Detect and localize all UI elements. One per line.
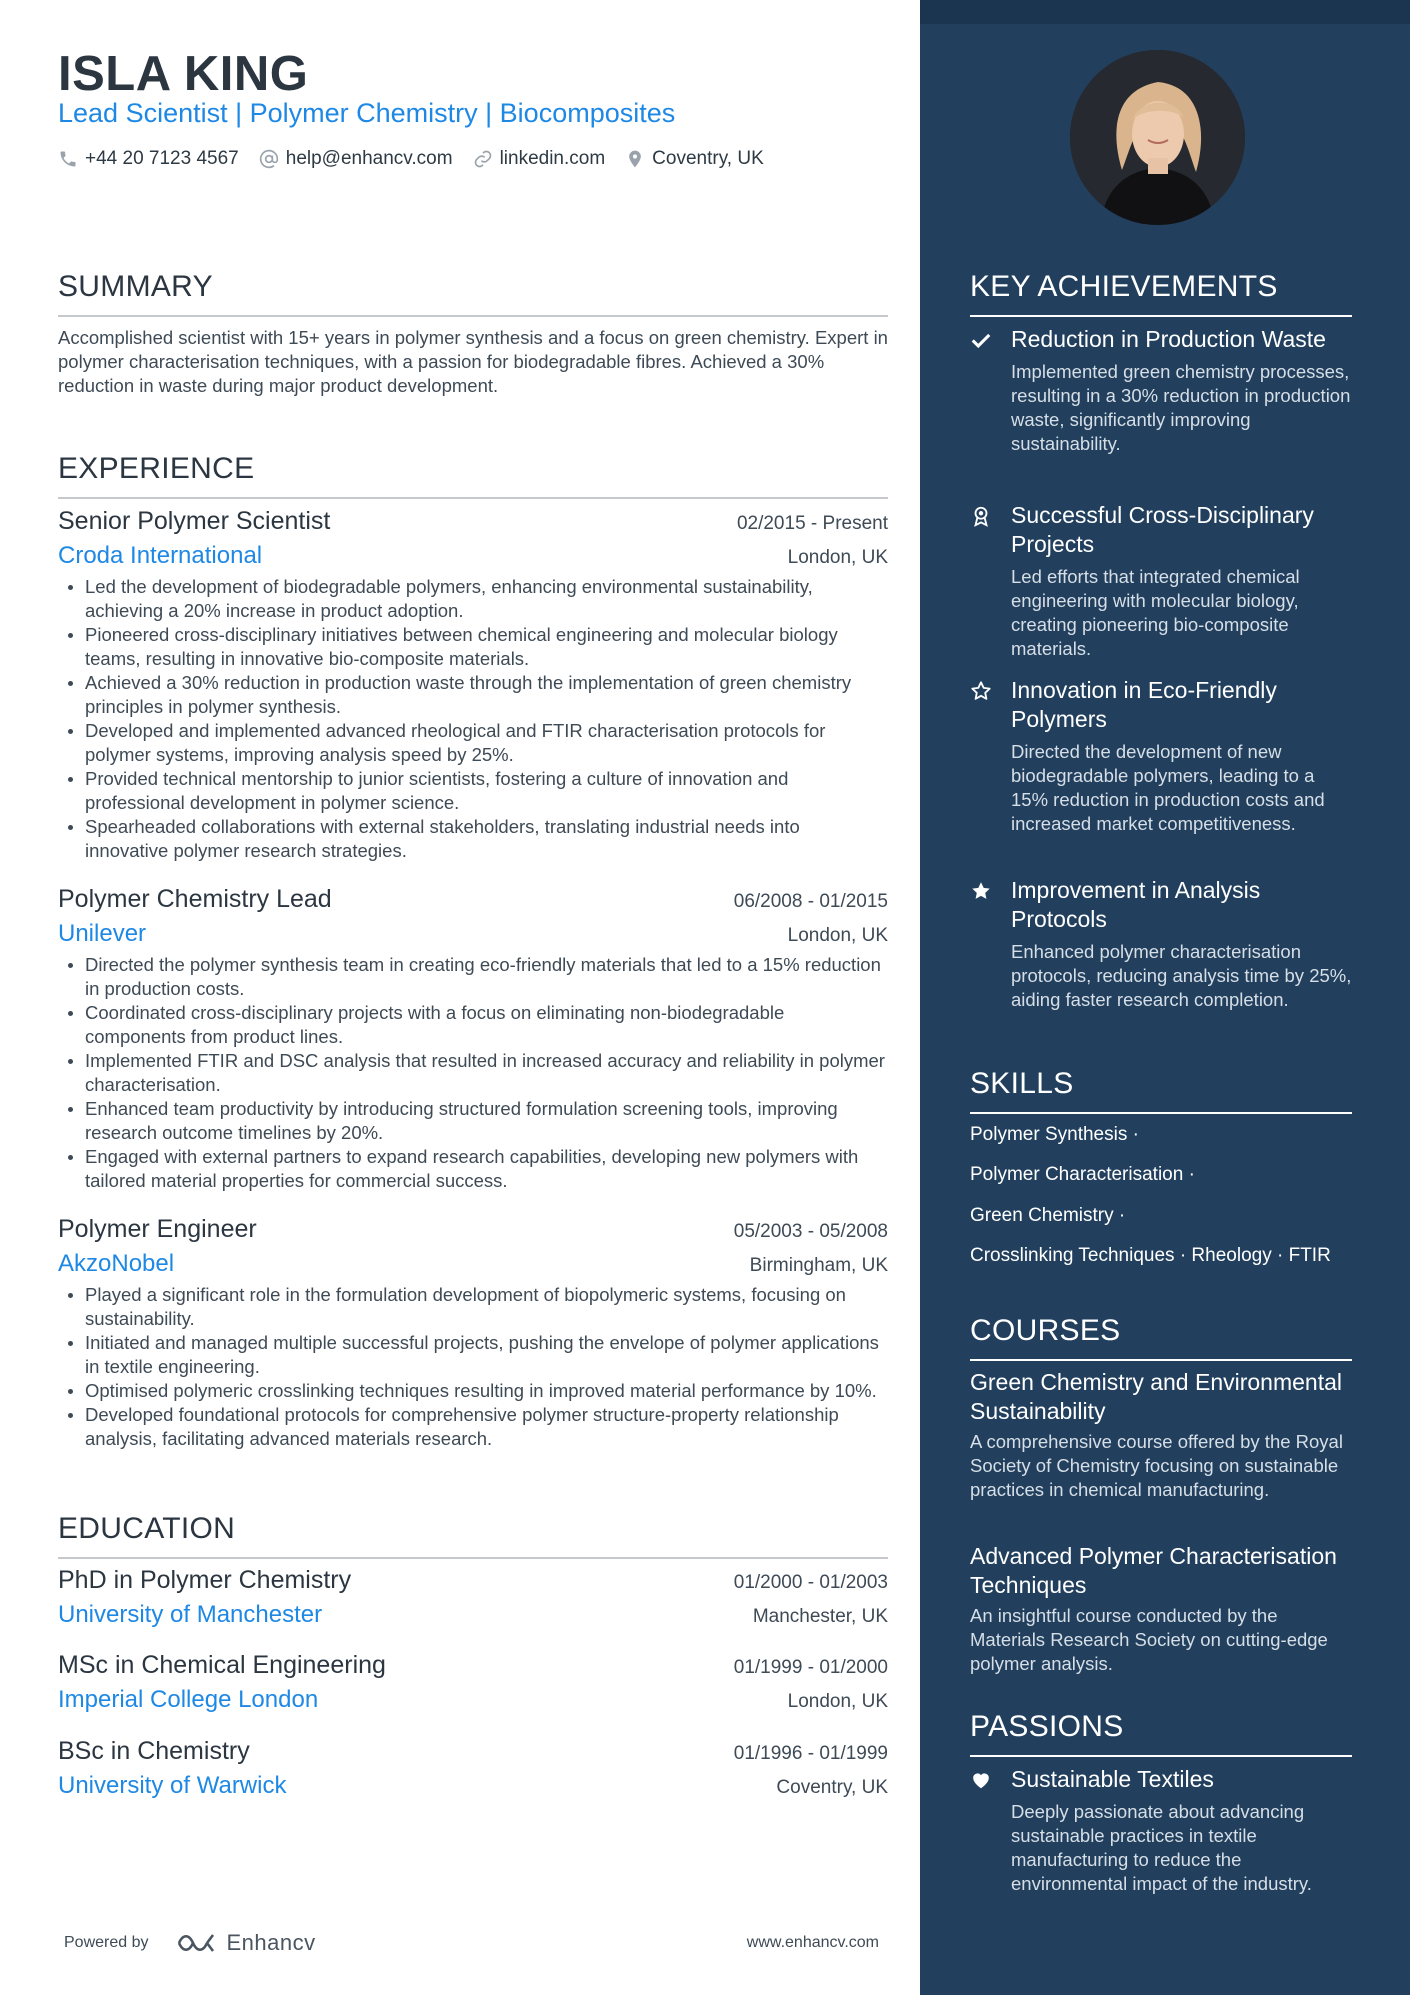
achievement-item <box>970 501 1355 661</box>
course-item <box>970 1368 1355 1502</box>
job-title: Polymer Chemistry Lead <box>58 885 332 913</box>
job-bullet: Optimised polymeric crosslinking techniques resulting in improved material performance by 10%. <box>58 1379 888 1403</box>
achievement-title: Successful Cross-Disciplinary Projects <box>1011 502 1314 557</box>
contact-email[interactable] <box>259 148 453 170</box>
contact-linkedin[interactable] <box>473 148 606 170</box>
candidate-headline: Lead Scientist | Polymer Chemistry | Biocomposites <box>58 98 676 128</box>
heart-icon <box>970 1769 992 1791</box>
summary-heading: SUMMARY <box>58 270 213 303</box>
job-bullets <box>58 575 888 863</box>
education-location: Coventry, UK <box>776 1777 888 1798</box>
avatar <box>1070 50 1245 225</box>
contact-bar <box>58 148 784 170</box>
passions-divider <box>970 1755 1352 1757</box>
phone-icon <box>58 149 78 169</box>
star-outline-icon <box>970 680 992 702</box>
contact-phone-text: +44 20 7123 4567 <box>85 148 239 169</box>
education-degree: PhD in Polymer Chemistry <box>58 1566 352 1594</box>
experience-heading: EXPERIENCE <box>58 452 255 485</box>
contact-phone[interactable] <box>58 148 239 170</box>
job-bullet: Engaged with external partners to expand research capabilities, developing new polymers with tailored material properties for commercial success. <box>58 1145 888 1193</box>
course-title: Green Chemistry and Environmental Sustainability <box>970 1369 1342 1424</box>
contact-location-text: Coventry, UK <box>652 148 764 169</box>
education-school[interactable]: University of Warwick <box>58 1772 287 1799</box>
job-bullet: Coordinated cross-disciplinary projects with a focus on eliminating non-biodegradable components from product lines. <box>58 1001 888 1049</box>
job-bullet: Developed and implemented advanced rheological and FTIR characterisation protocols for polymer systems, improving analysis speed by 25%. <box>58 719 888 767</box>
job-dates: 05/2003 - 05/2008 <box>733 1221 888 1242</box>
job-bullet: Led the development of biodegradable polymers, enhancing environmental sustainability, achieving a 20% increase in product adoption. <box>58 575 888 623</box>
education-location: London, UK <box>787 1691 888 1712</box>
education-school[interactable]: University of Manchester <box>58 1601 323 1628</box>
achievement-item <box>970 325 1355 456</box>
achievement-item <box>970 876 1355 1012</box>
skill-item: Crosslinking Techniques · Rheology · FTIR <box>970 1245 1331 1266</box>
education-heading: EDUCATION <box>58 1512 236 1545</box>
achievement-description: Led efforts that integrated chemical engineering with molecular biology, creating pioneering bio-composite materials. <box>1011 566 1300 659</box>
course-description: A comprehensive course offered by the Royal Society of Chemistry focusing on sustainable practices in chemical manufacturing. <box>970 1431 1343 1500</box>
candidate-name: ISLA KING <box>58 47 309 101</box>
sidebar <box>920 0 1410 1995</box>
checkmark-icon <box>970 329 992 351</box>
job-location: London, UK <box>787 547 888 568</box>
job-bullet: Enhanced team productivity by introducing structured formulation screening tools, improving research outcome timelines by 20%. <box>58 1097 888 1145</box>
education-entry <box>58 1737 888 1800</box>
contact-email-text: help@enhancv.com <box>285 148 453 169</box>
job-entry <box>58 885 888 1193</box>
job-company[interactable]: AkzoNobel <box>58 1250 175 1277</box>
map-pin-icon <box>625 149 645 169</box>
courses-divider <box>970 1359 1352 1361</box>
job-title: Polymer Engineer <box>58 1215 257 1243</box>
achievements-divider <box>970 315 1352 317</box>
job-company[interactable]: Unilever <box>58 920 147 947</box>
contact-location <box>625 148 764 170</box>
experience-divider <box>58 497 888 499</box>
job-bullets <box>58 953 888 1193</box>
job-title: Senior Polymer Scientist <box>58 507 331 535</box>
achievement-description: Directed the development of new biodegradable polymers, leading to a 15% reduction in production costs and increased market competitiveness. <box>1011 741 1325 834</box>
achievement-title: Innovation in Eco-Friendly Polymers <box>1011 677 1277 732</box>
education-dates: 01/2000 - 01/2003 <box>733 1572 888 1593</box>
skills-divider <box>970 1112 1352 1114</box>
star-filled-icon <box>970 880 992 902</box>
education-divider <box>58 1557 888 1559</box>
summary-text: Accomplished scientist with 15+ years in polymer synthesis and a focus on green chemistry. Expert in polymer characterisation techniques, with a passion for biodegradable fibres. Achieved a 30% reduction in waste during major product development. <box>58 327 888 396</box>
at-sign-icon <box>259 149 279 169</box>
job-bullet: Played a significant role in the formulation development of biopolymeric systems, focusing on sustainability. <box>58 1283 888 1331</box>
job-location: Birmingham, UK <box>749 1255 888 1276</box>
education-degree: MSc in Chemical Engineering <box>58 1651 386 1679</box>
skill-item: Polymer Characterisation · <box>970 1164 1195 1185</box>
achievement-description: Implemented green chemistry processes, resulting in a 30% reduction in production waste, significantly improving sustainability. <box>1011 361 1351 454</box>
enhancv-logo-icon <box>175 1930 221 1956</box>
job-location: London, UK <box>787 925 888 946</box>
job-bullet: Initiated and managed multiple successful projects, pushing the envelope of polymer applications in textile engineering. <box>58 1331 888 1379</box>
footer-website[interactable]: www.enhancv.com <box>746 1934 879 1951</box>
page-footer <box>64 1930 879 1956</box>
skills-heading: SKILLS <box>970 1067 1074 1100</box>
job-bullet: Developed foundational protocols for comprehensive polymer structure-property relationship analysis, facilitating advanced materials research. <box>58 1403 888 1451</box>
award-ribbon-icon <box>970 505 992 527</box>
job-bullet: Achieved a 30% reduction in production waste through the implementation of green chemistry principles in polymer synthesis. <box>58 671 888 719</box>
job-bullet: Directed the polymer synthesis team in creating eco-friendly materials that led to a 15% reduction in production costs. <box>58 953 888 1001</box>
skill-item: Polymer Synthesis · <box>970 1124 1139 1145</box>
course-item <box>970 1542 1355 1676</box>
education-degree: BSc in Chemistry <box>58 1737 250 1765</box>
education-school[interactable]: Imperial College London <box>58 1686 319 1713</box>
education-dates: 01/1999 - 01/2000 <box>733 1657 888 1678</box>
job-entry <box>58 1215 888 1451</box>
achievement-title: Improvement in Analysis Protocols <box>1011 877 1261 932</box>
job-dates: 06/2008 - 01/2015 <box>733 891 888 912</box>
course-description: An insightful course conducted by the Materials Research Society on cutting-edge polymer analysis. <box>970 1605 1328 1674</box>
passion-description: Deeply passionate about advancing sustainable practices in textile manufacturing to reduce the environmental impact of the industry. <box>1011 1801 1312 1894</box>
enhancv-brand-text: Enhancv <box>226 1930 316 1955</box>
job-bullet: Pioneered cross-disciplinary initiatives between chemical engineering and molecular biology teams, resulting in innovative bio-composite materials. <box>58 623 888 671</box>
summary-divider <box>58 315 888 317</box>
enhancv-logo[interactable] <box>175 1930 316 1956</box>
achievements-heading: KEY ACHIEVEMENTS <box>970 270 1278 303</box>
job-bullet: Spearheaded collaborations with external stakeholders, translating industrial needs into innovative polymer research strategies. <box>58 815 888 863</box>
sidebar-top-strip <box>920 0 1410 24</box>
job-dates: 02/2015 - Present <box>736 513 888 534</box>
job-entry <box>58 507 888 863</box>
achievement-item <box>970 676 1355 836</box>
powered-by <box>64 1930 316 1956</box>
courses-heading: COURSES <box>970 1314 1121 1347</box>
skill-item: Green Chemistry · <box>970 1205 1126 1226</box>
job-bullets <box>58 1283 888 1451</box>
passion-title: Sustainable Textiles <box>1011 1766 1214 1792</box>
education-entry <box>58 1651 888 1714</box>
education-location: Manchester, UK <box>752 1606 888 1627</box>
passion-item <box>970 1765 1355 1896</box>
job-company[interactable]: Croda International <box>58 542 263 569</box>
job-bullet: Implemented FTIR and DSC analysis that resulted in increased accuracy and reliability in polymer characterisation. <box>58 1049 888 1097</box>
job-bullet: Provided technical mentorship to junior scientists, fostering a culture of innovation and professional development in polymer science. <box>58 767 888 815</box>
achievement-description: Enhanced polymer characterisation protocols, reducing analysis time by 25%, aiding faster research completion. <box>1011 941 1352 1010</box>
link-icon <box>473 149 493 169</box>
profile-photo <box>1070 50 1245 225</box>
powered-by-label: Powered by <box>64 1934 149 1951</box>
course-title: Advanced Polymer Characterisation Techniques <box>970 1543 1337 1598</box>
education-dates: 01/1996 - 01/1999 <box>733 1743 888 1764</box>
achievement-title: Reduction in Production Waste <box>1011 326 1326 352</box>
passions-heading: PASSIONS <box>970 1710 1124 1743</box>
education-entry <box>58 1566 888 1629</box>
contact-linkedin-text: linkedin.com <box>499 148 606 169</box>
